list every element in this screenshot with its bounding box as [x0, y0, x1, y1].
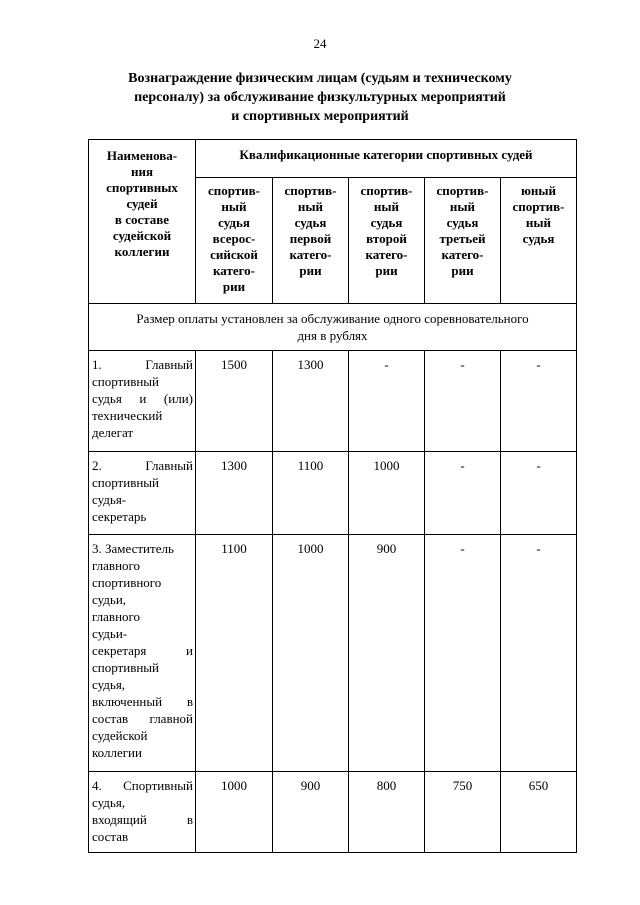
- value-cell: -: [501, 351, 577, 452]
- role-cell: 1. Главный спортивный судья и (или) технический делегат: [89, 351, 196, 452]
- payment-note: Размер оплаты установлен за обслуживание одного соревновательного дня в рублях: [89, 304, 577, 351]
- value-cell: -: [349, 351, 425, 452]
- value-cell: -: [501, 535, 577, 772]
- value-cell: 800: [349, 772, 425, 853]
- value-cell: -: [425, 452, 501, 535]
- value-cell: 1300: [273, 351, 349, 452]
- value-cell: 900: [273, 772, 349, 853]
- value-cell: -: [425, 535, 501, 772]
- value-cell: 650: [501, 772, 577, 853]
- value-cell: 1000: [196, 772, 273, 853]
- page-title: [88, 69, 552, 126]
- table-row: [89, 351, 577, 452]
- role-cell: 2. Главный спортивный судья- секретарь: [89, 452, 196, 535]
- title-line: и спортивных мероприятий: [231, 109, 409, 124]
- payment-note-row: [89, 304, 577, 351]
- category-header-second: спортив- ный судья второй катего- рии: [349, 178, 425, 304]
- table-row: [89, 772, 577, 853]
- value-cell: 1000: [349, 452, 425, 535]
- role-cell: 3. Заместитель главного спортивного судьи, главного судьи- секретаря и спортивный судья, включенный в состав главной судейской коллегии: [89, 535, 196, 772]
- title-line: персоналу) за обслуживание физкультурных мероприятий: [134, 90, 506, 105]
- category-header-youth: юный спортив- ный судья: [501, 178, 577, 304]
- value-cell: 1300: [196, 452, 273, 535]
- categories-group-header: Квалификационные категории спортивных судей: [196, 140, 577, 178]
- page-number: 24: [313, 36, 327, 51]
- name-column-header: Наименова- ния спортивных судей в составе судейской коллегии: [89, 140, 196, 304]
- value-cell: 1500: [196, 351, 273, 452]
- value-cell: 1000: [273, 535, 349, 772]
- title-line: Вознаграждение физическим лицам (судьям и техническому: [128, 71, 512, 86]
- value-cell: 1100: [196, 535, 273, 772]
- value-cell: -: [425, 351, 501, 452]
- fees-table: [88, 139, 577, 853]
- table-header-row: [89, 140, 577, 178]
- category-header-all-russian: спортив- ный судья всерос- сийской катего- рии: [196, 178, 273, 304]
- category-header-first: спортив- ный судья первой катего- рии: [273, 178, 349, 304]
- category-header-third: спортив- ный судья третьей катего- рии: [425, 178, 501, 304]
- value-cell: 900: [349, 535, 425, 772]
- table-row: [89, 535, 577, 772]
- value-cell: 1100: [273, 452, 349, 535]
- table-row: [89, 452, 577, 535]
- value-cell: 750: [425, 772, 501, 853]
- value-cell: -: [501, 452, 577, 535]
- role-cell: 4. Спортивный судья, входящий в состав: [89, 772, 196, 853]
